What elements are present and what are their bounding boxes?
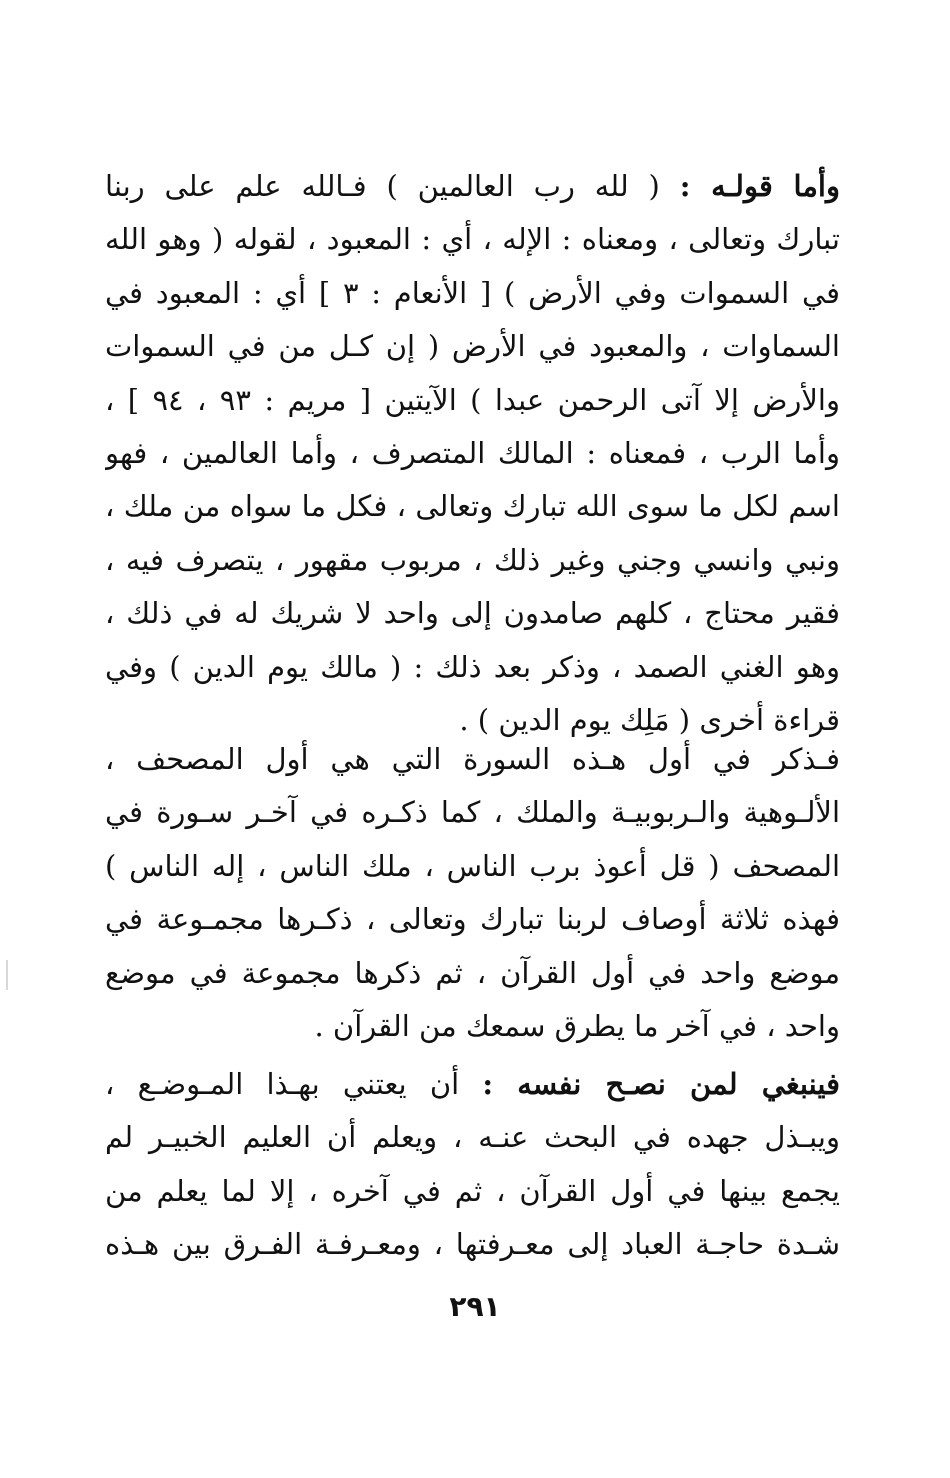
text-line: فـذكر في أول هـذه السورة التي هي أول المصحف ، xyxy=(105,742,840,776)
text-line: ويبـذل جهده في البحث عنـه ، ويعلم أن العليم الخبيـر لم xyxy=(105,1120,840,1155)
line-text: أن يعتني بهـذا المـوضـع ، xyxy=(105,1067,483,1101)
scan-margin-mark xyxy=(6,960,8,990)
text-line: في السموات وفي الأرض ) [ الأنعام : ٣ ] أي : المعبود في xyxy=(105,275,840,310)
text-line: والأرض إلا آتى الرحمن عبدا ) الآيتين [ مريم : ٩٣ ، ٩٤ ] ، xyxy=(105,382,840,417)
text-line: فهذه ثلاثة أوصاف لربنا تبارك وتعالى ، ذكـرها مجمـوعة في xyxy=(105,902,840,937)
bold-lead: وأما قولـه : xyxy=(679,169,840,203)
text-line: تبارك وتعالى ، ومعناه : الإله ، أي : المعبود ، لقوله ( وهو الله xyxy=(105,222,840,257)
text-line: شـدة حاجـة العباد إلى معـرفتها ، ومعـرفـة الفـرق بين هـذه xyxy=(105,1227,840,1262)
text-line: السماوات ، والمعبود في الأرض ( إن كـل من في السموات xyxy=(105,329,840,364)
text-line xyxy=(105,1058,840,1111)
text-line: واحد ، في آخر ما يطرق سمعك من القرآن . xyxy=(314,1008,840,1043)
text-line xyxy=(105,160,840,213)
text-line: الألـوهية والـربوبيـة والملك ، كما ذكـره في آخـر سـورة في xyxy=(105,795,840,830)
text-line: يجمع بينها في أول القرآن ، ثم في آخره ، إلا لما يعلم من xyxy=(105,1173,840,1208)
line-text: ( لله رب العالمين ) فـالله علم على ربنا xyxy=(105,169,680,203)
text-line: وهو الغني الصمد ، وذكر بعد ذلك : ( مالك يوم الدين ) وفي xyxy=(105,649,840,684)
paragraph-2 xyxy=(105,733,840,1053)
text-line: موضع واحد في أول القرآن ، ثم ذكرها مجموعة في موضع xyxy=(105,955,840,990)
text-line: المصحف ( قل أعوذ برب الناس ، ملك الناس ، إله الناس ) xyxy=(105,848,840,883)
paragraph-1 xyxy=(105,160,840,747)
text-line: قراءة أخرى ( مَلِك يوم الدين ) . xyxy=(459,702,840,737)
paragraph-3 xyxy=(105,1058,840,1272)
bold-lead: فينبغي لمن نصـح نفسه : xyxy=(482,1067,840,1101)
text-line: ونبي وانسي وجني وغير ذلك ، مربوب مقهور ، يتصرف فيه ، xyxy=(105,542,840,577)
text-line: اسم لكل ما سوى الله تبارك وتعالى ، فكل ما سواه من ملك ، xyxy=(105,489,840,524)
text-line: وأما الرب ، فمعناه : المالك المتصرف ، وأما العالمين ، فهو xyxy=(105,435,840,470)
text-line: فقير محتاج ، كلهم صامدون إلى واحد لا شريك له في ذلك ، xyxy=(105,596,840,631)
page-number: ٢٩١ xyxy=(449,1290,501,1323)
